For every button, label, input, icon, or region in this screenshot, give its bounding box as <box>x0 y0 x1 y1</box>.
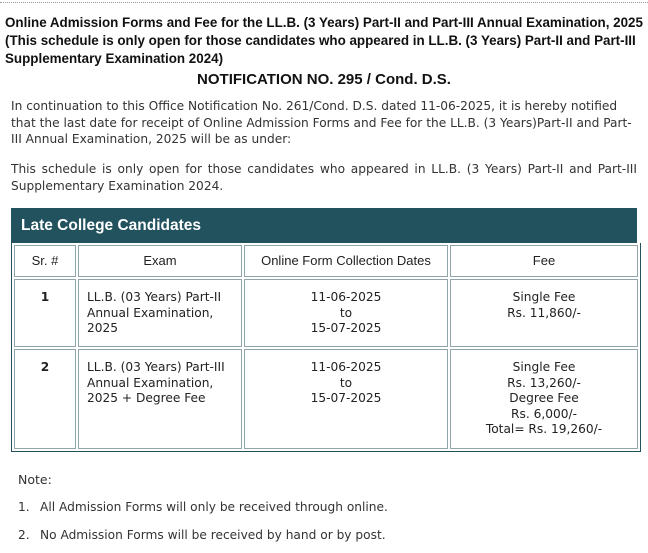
row-fee <box>450 279 638 347</box>
exam-line: 2025 + Degree Fee <box>87 391 206 405</box>
row-exam <box>78 279 242 347</box>
fee-line: Single Fee <box>512 360 576 374</box>
notification-number: NOTIFICATION NO. 295 / Cond. D.S. <box>197 71 451 88</box>
notice-heading: Online Admission Forms and Fee for the LL.B. (3 Years) Part-II and Part-III Annual Examination, 2025 (This schedule is only open for those candidates who appeared in LL.B. (3 Years) Part-II and Part-III Supplementary Examination 2024) <box>5 15 643 66</box>
header-fee: Fee <box>450 245 638 277</box>
exam-line: Annual Examination, <box>87 305 214 320</box>
fee-line: Degree Fee <box>509 391 579 405</box>
row-fee <box>450 349 638 449</box>
top-divider <box>0 2 648 3</box>
fee-line: Single Fee <box>512 290 576 304</box>
note-list <box>18 499 388 553</box>
table-row <box>14 279 638 347</box>
row-sr: 1 <box>14 279 76 347</box>
row-dates <box>244 279 448 347</box>
exam-line: Annual Examination, <box>87 375 214 390</box>
row-exam <box>78 349 242 449</box>
fee-line: Rs. 11,860/- <box>507 305 581 320</box>
fee-line: Total= Rs. 19,260/- <box>485 422 603 436</box>
header-sr: Sr. # <box>14 245 76 277</box>
list-item <box>18 527 388 553</box>
row-dates <box>244 349 448 449</box>
eligibility-paragraph: This schedule is only open for those candidates who appeared in LL.B. (3 Years) Part-II and Part-III Supplementary Examination 2024. <box>11 162 637 193</box>
fee-line: Rs. 6,000/- <box>511 406 577 421</box>
exam-line: 2025 <box>87 321 119 335</box>
row-sr: 2 <box>14 349 76 449</box>
table-title: Late College Candidates <box>11 208 637 243</box>
exam-line: LL.B. (03 Years) Part-II <box>87 290 222 304</box>
header-dates: Online Form Collection Dates <box>244 245 448 277</box>
note-number: 2. <box>18 528 30 542</box>
date-separator: to <box>339 305 353 320</box>
exam-line: LL.B. (03 Years) Part-III <box>87 360 225 374</box>
intro-paragraph: In continuation to this Office Notification No. 261/Cond. D.S. dated 11-06-2025, it is hereby notified that the last date for receipt of Online Admission Forms and Fee for the LL.B. (3 Years)Part-II and Part-III Annual Examination, 2025 will be as under: <box>11 99 632 146</box>
date-start: 11-06-2025 <box>310 290 382 304</box>
fee-line: Rs. 13,260/- <box>507 375 581 390</box>
header-exam: Exam <box>78 245 242 277</box>
note-text: No Admission Forms will be received by hand or by post. <box>40 528 386 542</box>
date-separator: to <box>339 375 353 390</box>
schedule-table <box>11 243 641 452</box>
date-end: 15-07-2025 <box>310 391 382 405</box>
note-number: 1. <box>18 500 30 514</box>
table-row <box>14 349 638 449</box>
list-item <box>18 499 388 527</box>
table-header-row <box>14 245 638 277</box>
date-start: 11-06-2025 <box>310 360 382 374</box>
note-title: Note: <box>18 472 52 487</box>
date-end: 15-07-2025 <box>310 321 382 335</box>
schedule-table-section <box>11 208 637 452</box>
note-text: All Admission Forms will only be received through online. <box>40 500 388 514</box>
